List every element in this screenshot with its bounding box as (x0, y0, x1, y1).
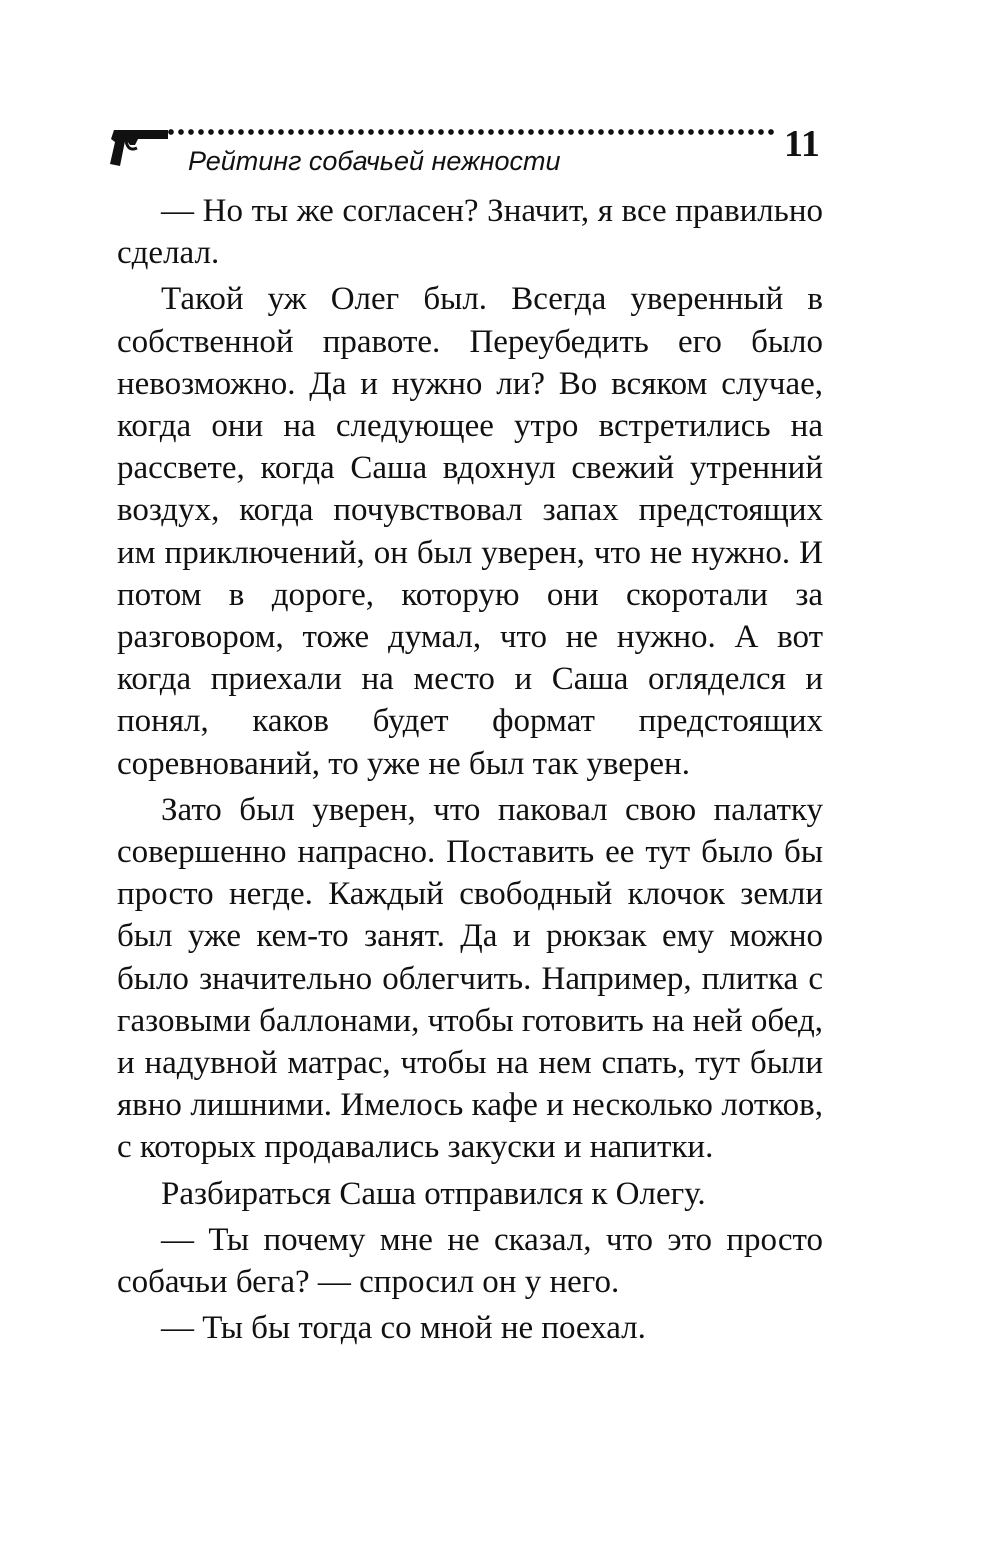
paragraph-6: — Ты бы тогда со мной не поехал. (161, 1310, 646, 1347)
paragraph-1: — Но ты же согласен? Значит, я все правильно сделал. (117, 193, 823, 272)
paragraph-3: Зато был уверен, что паковал свою палатку совершенно напрасно. Поставить ее тут было бы просто негде. Каждый свободный клочок земли был уже кем-то занят. Да и рюкзак ему можно было значительно облегчить. Например, плитка с газовыми баллонами, чтобы готовить на ней обед, и надувной матрас, чтобы на нем спать, тут были явно лишними. Имелось кафе и несколько лотков, с которых продавались закуски и напитки. (117, 791, 823, 1166)
page-number: 11 (784, 123, 820, 165)
page-header (108, 120, 828, 190)
paragraph-4: Разбираться Саша отправился к Олегу. (161, 1175, 706, 1212)
body-text (117, 190, 823, 1349)
paragraph-2: Такой уж Олег был. Всегда уверенный в собственной правоте. Переубедить его было невозможно. Да и нужно ли? Во всяком случае, когда они на следующее утро встретились на рассвете, когда Саша вдохнул свежий утренний воздух, когда почувствовал запах предстоящих им приключений, он был уверен, что не нужно. И потом в дороге, которую они скоротали за разговором, тоже думал, что не нужно. А вот когда приехали на место и Саша огляделся и понял, каков будет формат предстоящих соревнований, то уже не был так уверен. (117, 281, 823, 782)
pistol-icon (108, 126, 172, 172)
paragraph-5: — Ты почему мне не сказал, что это просто собачьи бега? — спросил он у него. (117, 1221, 823, 1301)
dotted-rule (166, 122, 778, 142)
running-title: Рейтинг собачьей нежности (188, 146, 561, 176)
